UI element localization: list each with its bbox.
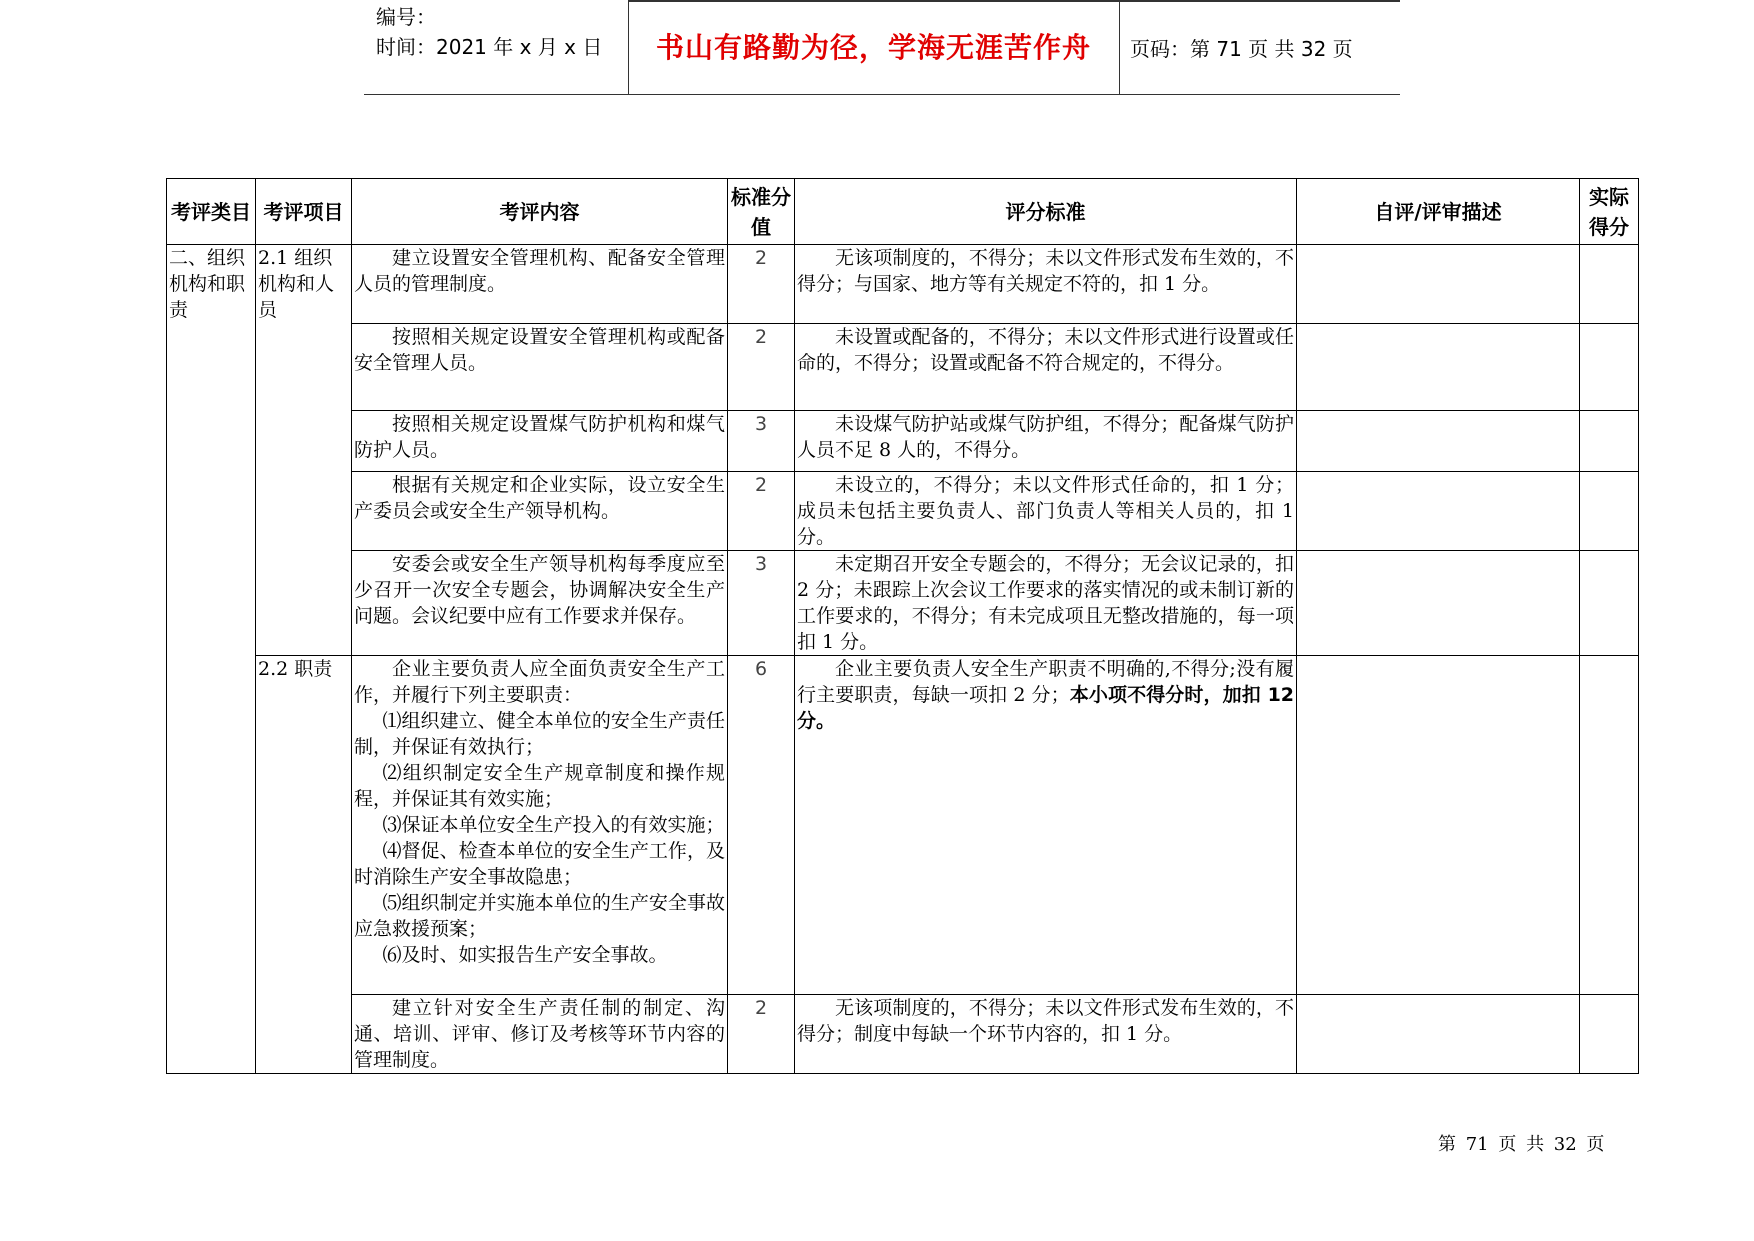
header-criteria: 评分标准 bbox=[795, 179, 1297, 245]
criteria-cell: 未定期召开安全专题会的，不得分；无会议记录的，扣 2 分；未跟踪上次会议工作要求的落实情况的或未制订新的工作要求的，不得分；有未完成项且无整改措施的，每一项扣 1 分。 bbox=[795, 551, 1297, 656]
content-cell: 按照相关规定设置安全管理机构或配备安全管理人员。 bbox=[352, 324, 728, 411]
header-category: 考评类目 bbox=[167, 179, 256, 245]
actual-score-cell bbox=[1580, 472, 1639, 551]
header-page-number: 页码：第 71 页 共 32 页 bbox=[1130, 37, 1353, 61]
duty-item: ⑸组织制定并实施本单位的生产安全事故应急救援预案； bbox=[354, 892, 725, 940]
content-cell: 根据有关规定和企业实际，设立安全生产委员会或安全生产领导机构。 bbox=[352, 472, 728, 551]
score-cell: 2 bbox=[728, 245, 795, 324]
category-cell: 二、组织机构和职责 bbox=[167, 245, 256, 1074]
duty-item: ⑵组织制定安全生产规章制度和操作规程，并保证其有效实施； bbox=[354, 762, 725, 810]
criteria-cell: 未设煤气防护站或煤气防护组，不得分；配备煤气防护人员不足 8 人的，不得分。 bbox=[795, 411, 1297, 472]
score-cell: 2 bbox=[728, 472, 795, 551]
criteria-bold-text: 本小项不得分时，加扣 12 分。 bbox=[797, 684, 1295, 732]
content-cell bbox=[352, 656, 728, 995]
header-score: 标准分值 bbox=[728, 179, 795, 245]
header-top-rule bbox=[628, 0, 1400, 2]
duty-item: ⑴组织建立、健全本单位的安全生产责任制，并保证有效执行； bbox=[354, 710, 725, 758]
page-footer: 第 71 页 共 32 页 bbox=[1438, 1134, 1605, 1155]
description-cell bbox=[1297, 245, 1580, 324]
content-intro: 企业主要负责人应全面负责安全生产工作，并履行下列主要职责： bbox=[354, 658, 725, 706]
criteria-text: 企业主要负责人安全生产职责不明确的,不得分;没有履行主要职责，每缺一项扣 2 分； bbox=[797, 658, 1294, 706]
actual-score-cell bbox=[1580, 551, 1639, 656]
criteria-cell: 未设立的，不得分；未以文件形式任命的，扣 1 分；成员未包括主要负责人、部门负责人等相关人员的，扣 1 分。 bbox=[795, 472, 1297, 551]
document-time: 时间：2021 年 x 月 x 日 bbox=[376, 35, 603, 59]
score-cell: 3 bbox=[728, 411, 795, 472]
item-cell: 2.1 组织机构和人员 bbox=[256, 245, 352, 656]
criteria-cell bbox=[795, 656, 1297, 995]
actual-score-cell bbox=[1580, 324, 1639, 411]
header-meta bbox=[376, 2, 602, 62]
description-cell bbox=[1297, 472, 1580, 551]
header-motto: 书山有路勤为径，学海无涯苦作舟 bbox=[655, 31, 1091, 64]
header-content: 考评内容 bbox=[352, 179, 728, 245]
content-cell: 建立针对安全生产责任制的制定、沟通、培训、评审、修订及考核等环节内容的管理制度。 bbox=[352, 995, 728, 1074]
description-cell bbox=[1297, 411, 1580, 472]
table-row bbox=[167, 324, 1639, 411]
header-item: 考评项目 bbox=[256, 179, 352, 245]
description-cell bbox=[1297, 995, 1580, 1074]
duty-item: ⑷督促、检查本单位的安全生产工作，及时消除生产安全事故隐患； bbox=[354, 840, 725, 888]
actual-score-cell bbox=[1580, 245, 1639, 324]
content-cell: 按照相关规定设置煤气防护机构和煤气防护人员。 bbox=[352, 411, 728, 472]
actual-score-cell bbox=[1580, 995, 1639, 1074]
page-header bbox=[364, 0, 1400, 95]
table-row bbox=[167, 995, 1639, 1074]
criteria-cell: 未设置或配备的，不得分；未以文件形式进行设置或任命的，不得分；设置或配备不符合规定的，不得分。 bbox=[795, 324, 1297, 411]
actual-score-cell bbox=[1580, 411, 1639, 472]
table-row bbox=[167, 472, 1639, 551]
score-cell: 2 bbox=[728, 324, 795, 411]
table-row bbox=[167, 656, 1639, 995]
description-cell bbox=[1297, 551, 1580, 656]
item-cell: 2.2 职责 bbox=[256, 656, 352, 1074]
score-cell: 6 bbox=[728, 656, 795, 995]
table-row bbox=[167, 245, 1639, 324]
duty-item: ⑶保证本单位安全生产投入的有效实施； bbox=[382, 814, 725, 836]
header-divider bbox=[1119, 0, 1120, 94]
table-row bbox=[167, 551, 1639, 656]
score-cell: 3 bbox=[728, 551, 795, 656]
description-cell bbox=[1297, 656, 1580, 995]
content-cell: 安委会或安全生产领导机构每季度应至少召开一次安全专题会，协调解决安全生产问题。会议纪要中应有工作要求并保存。 bbox=[352, 551, 728, 656]
content-cell: 建立设置安全管理机构、配备安全管理人员的管理制度。 bbox=[352, 245, 728, 324]
evaluation-table bbox=[166, 178, 1639, 1074]
actual-score-cell bbox=[1580, 656, 1639, 995]
description-cell bbox=[1297, 324, 1580, 411]
header-description: 自评/评审描述 bbox=[1297, 179, 1580, 245]
criteria-cell: 无该项制度的，不得分；未以文件形式发布生效的，不得分；制度中每缺一个环节内容的，扣 1 分。 bbox=[795, 995, 1297, 1074]
table-header-row bbox=[167, 179, 1639, 245]
duty-item: ⑹及时、如实报告生产安全事故。 bbox=[382, 944, 668, 966]
criteria-cell: 无该项制度的，不得分；未以文件形式发布生效的，不得分；与国家、地方等有关规定不符的，扣 1 分。 bbox=[795, 245, 1297, 324]
table-row bbox=[167, 411, 1639, 472]
document-number-label: 编号： bbox=[376, 5, 436, 29]
header-actual-score: 实际得分 bbox=[1580, 179, 1639, 245]
score-cell: 2 bbox=[728, 995, 795, 1074]
